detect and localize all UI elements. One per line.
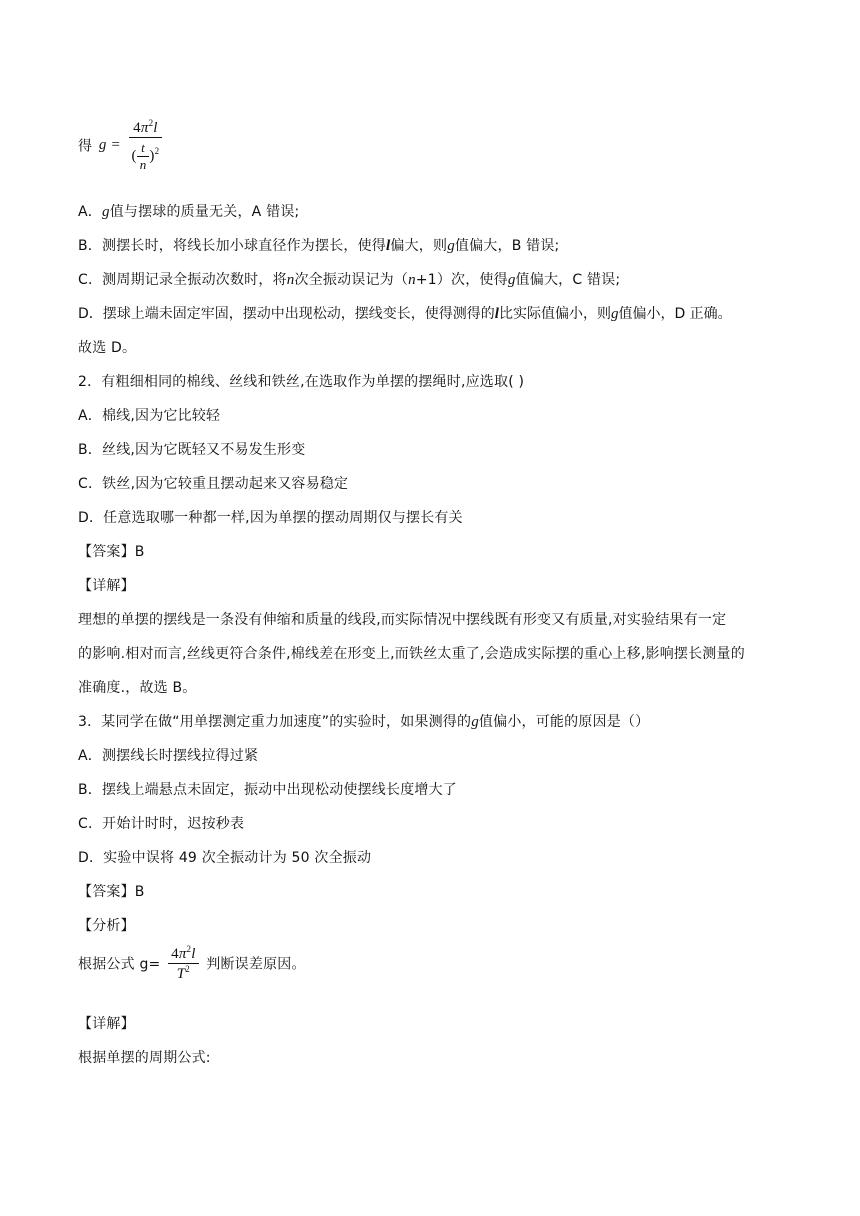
q2-option-c: C．铁丝,因为它较重且摆动起来又容易稳定 — [78, 476, 349, 492]
analysis-formula-denominator: $T^2$ — [168, 963, 199, 983]
q2-detail-heading: 【详解】 — [78, 578, 135, 594]
formula-fraction — [129, 118, 163, 173]
q1-option-b: B．测摆长时，将线长加小球直径作为摆长，使得l偏大，则g值偏大，B 错误; — [78, 238, 560, 254]
formula-prefix: 得 — [78, 138, 93, 155]
q3-detail-heading: 【详解】 — [78, 1016, 135, 1032]
q1-conclusion: 故选 D。 — [78, 340, 137, 356]
formula-lhs: g = — [98, 137, 121, 153]
q2-option-b: B．丝线,因为它既轻又不易发生形变 — [78, 442, 306, 458]
q2-detail-line-3: 准确度.，故选 B。 — [78, 680, 197, 696]
q3-stem: 3．某同学在做“用单摆测定重力加速度”的实验时，如果测得的g值偏小，可能的原因是（） — [78, 714, 650, 730]
q1-option-d: D．摆球上端未固定牢固，摆动中出现松动，摆线变长，使得测得的l比实际值偏小，则g值偏小，D 正确。 — [78, 306, 732, 322]
q3-option-b: B．摆线上端悬点未固定，振动中出现松动使摆线长度增大了 — [78, 782, 458, 798]
analysis-formula-fraction — [168, 944, 199, 983]
q3-option-d: D．实验中误将 49 次全振动计为 50 次全振动 — [78, 850, 372, 866]
analysis-formula-numerator: $4\pi^2l$ — [171, 944, 196, 962]
q1-option-a: A．g值与摆球的质量无关，A 错误; — [78, 204, 300, 220]
formula-inner-fraction: $\frac{t}{n}$ — [137, 140, 150, 173]
q3-answer: 【答案】B — [78, 884, 145, 900]
q2-option-d: D．任意选取哪一种都一样,因为单摆的摆动周期仅与摆长有关 — [78, 510, 463, 526]
formula-numerator: $4\pi^2l$ — [133, 118, 158, 136]
q3-detail-line: 根据单摆的周期公式: — [78, 1050, 211, 1066]
formula-line — [78, 118, 162, 173]
q2-answer: 【答案】B — [78, 544, 145, 560]
q3-option-a: A．测摆线长时摆线拉得过紧 — [78, 748, 259, 764]
q2-option-a: A．棉线,因为它比较轻 — [78, 408, 221, 424]
q3-analysis-line: 根据公式 g= $\frac{4\pi^2l}{T^2}$ 判断误差原因。 — [78, 944, 306, 982]
formula-denominator: ( $\frac{t}{n}$ )$^2$ — [129, 137, 163, 173]
q3-analysis-heading: 【分析】 — [78, 918, 135, 934]
q2-stem: 2．有粗细相同的棉线、丝线和铁丝,在选取作为单摆的摆绳时,应选取( ) — [78, 374, 525, 390]
q3-option-c: C．开始计时时，迟按秒表 — [78, 816, 245, 832]
q2-detail-line-2: 的影响.相对而言,丝线更符合条件,棉线差在形变上,而铁丝太重了,会造成实际摆的重心上移,影响摆长测量的 — [78, 646, 745, 662]
q2-detail-line-1: 理想的单摆的摆线是一条没有伸缩和质量的线段,而实际情况中摆线既有形变又有质量,对实验结果有一定 — [78, 612, 727, 628]
q1-option-c: C．测周期记录全振动次数时，将n次全振动误记为（n+1）次，使得g值偏大，C 错误; — [78, 272, 621, 288]
